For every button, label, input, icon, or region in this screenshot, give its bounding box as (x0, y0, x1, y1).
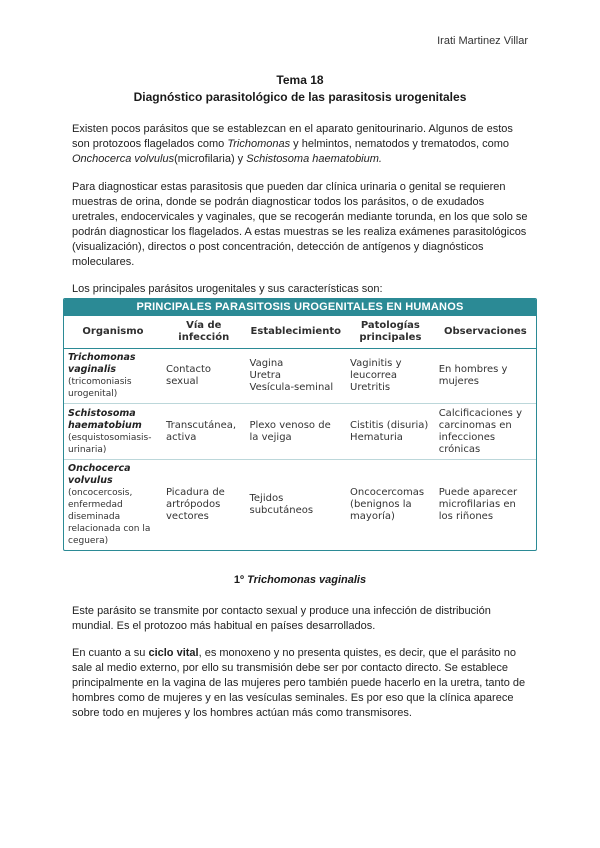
bold-term: ciclo vital (148, 647, 199, 659)
cell-line: Hematuria (350, 431, 403, 443)
organism-cell (64, 460, 162, 551)
col-header: Patologías principales (346, 316, 435, 349)
col-header: Observaciones (435, 316, 536, 349)
col-header: Organismo (64, 316, 162, 349)
table-row (64, 460, 536, 551)
organism-note: (esquistosomiasis-urinaria) (68, 432, 152, 455)
observations-cell: En hombres y mujeres (435, 349, 536, 404)
via-cell: Picadura de artrópodos vectores (166, 487, 225, 522)
organism-note: (tricomoniasis urogenital) (68, 377, 132, 399)
table-header-row (64, 316, 536, 349)
pathology-cell (346, 404, 435, 460)
cell-line: Uretra (249, 370, 282, 381)
text-run: En cuanto a su (72, 647, 149, 659)
section-paragraph-1: Este parásito se transmite por contacto sexual y produce una infección de distribución mundial. Es el protozoo más habitual en países desarrollados. (72, 605, 491, 632)
cell-line: Tejidos subcutáneos (249, 493, 314, 516)
cell-line: Cistitis (disuria) (350, 419, 429, 431)
taxon-name: Onchocerca volvulus (72, 153, 175, 165)
via-cell: Contacto sexual (162, 349, 246, 404)
topic-number: Tema 18 (276, 73, 324, 87)
organism-name: Trichomonas vaginalis (68, 352, 136, 375)
col-header: Vía de infección (162, 316, 246, 349)
table-row (64, 349, 536, 404)
observations-cell: Calcificaciones y carcinomas en infecciones crónicas (435, 404, 536, 460)
table-row (64, 404, 536, 460)
table-title: PRINCIPALES PARASITOSIS UROGENITALES EN HUMANOS (64, 299, 536, 316)
pathology-cell (346, 460, 435, 551)
table-body (64, 316, 536, 550)
text-run: y helmintos, nematodos y trematodos, como (290, 138, 509, 150)
col-header: Establecimiento (246, 316, 347, 349)
cell-line: Plexo venoso de la vejiga (249, 419, 331, 443)
organism-name: Schistosoma haematobium (68, 407, 142, 431)
topic-title: Diagnóstico parasitológico de las parasitosis urogenitales (133, 90, 467, 104)
section-heading (0, 574, 600, 586)
intro-paragraph-1 (72, 122, 532, 167)
establishment-cell (246, 404, 347, 460)
taxon-name: Schistosoma haematobium. (246, 153, 382, 165)
text-run: (microfilaria) y (174, 153, 247, 165)
author-name: Irati Martinez Villar (437, 35, 528, 47)
section-paragraph-2 (72, 646, 532, 721)
organism-note: (oncocercosis, enfermedad diseminada relacionada con la ceguera) (68, 488, 151, 546)
cell-line: Oncocercomas (benignos la mayoría) (350, 487, 425, 522)
establishment-cell (246, 349, 347, 404)
organism-cell (64, 349, 162, 404)
cell-line: Vaginitis y leucorrea (350, 358, 402, 381)
pathology-cell (346, 349, 435, 404)
text-run: Existen pocos parásitos que se establezcan en el aparato genitourinario. Algunos de estos son protozoos flagelados como (72, 123, 513, 150)
text-run: , es monoxeno y no presenta quistes, es decir, que el parásito no sale al medio externo, por ello su transmisión debe ser por contacto directo. Se establece principalmente en la vagina de las mujeres pero también puede hacerlo en la uretra, tanto de hombres como de mujeres y en las vesículas seminales. Es por eso que la clínica aparece sobre todo en mujeres y los hombres actúan más como transmisores. (72, 647, 526, 719)
cell-line: Vesícula-seminal (249, 382, 334, 393)
organism-name: Onchocerca volvulus (68, 463, 131, 486)
taxon-name: Trichomonas (227, 138, 291, 150)
organism-cell (64, 404, 162, 460)
cell-line: Vagina (249, 358, 284, 369)
observations-cell: Puede aparecer microfilarias en los riñones (438, 487, 518, 522)
section-number: 1º (233, 574, 245, 586)
establishment-cell (246, 460, 347, 551)
via-cell: Transcutánea, activa (162, 404, 246, 460)
cell-line: Uretritis (350, 382, 391, 393)
document-title (0, 72, 600, 106)
intro-paragraph-2: Para diagnosticar estas parasitosis que pueden dar clínica urinaria o genital se requieren muestras de orina, donde se podrán diagnosticar todos los parásitos, o de exudados uretrales, endocervicales y vaginales, que se recogerán mediante torunda, en los que solo se podrán diagnosticar los flagelados. A estas muestras se les realiza exámenes parasitológicos (visualización), directos o post concentración, detección de antígenos y diagnósticos moleculares. (72, 181, 528, 268)
intro-paragraph-3: Los principales parásitos urogenitales y sus características son: (72, 283, 383, 295)
parasitosis-table (63, 298, 537, 551)
section-name: Trichomonas vaginalis (247, 574, 367, 586)
